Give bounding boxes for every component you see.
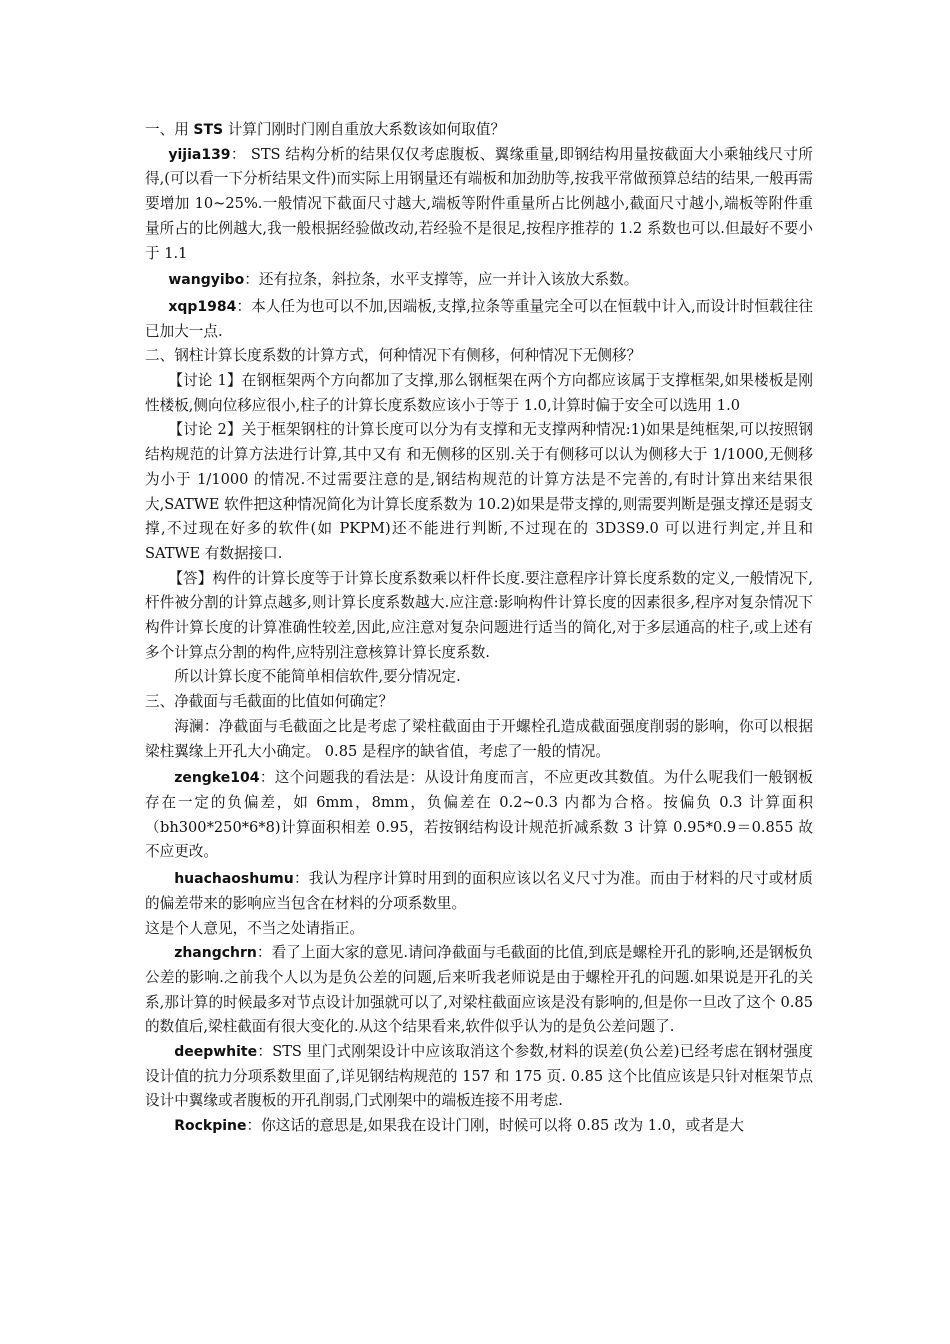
reply-text: ：看了上面大家的意见.请问净截面与毛截面的比值,到底是螺栓开孔的影响,还是钢板负公差的影响.之前我个人以为是负公差的问题,后来听我老师说是由于螺栓开孔的问题.如果说是开孔的关系,那计算的时候最多对节点设计加强就可以了,对梁柱截面应该是没有影响的,但是你一旦改了这个 0.85 的数值后,梁柱截面有很大变化的.从这个结果看来,软件似乎认为的是负公差问题了.: [145, 944, 813, 1036]
q3-reply-huachaoshumu-note: 这是个人意见，不当之处请指正。: [145, 919, 364, 937]
q3-reply-hailan: 海澜：净截面与毛截面之比是考虑了梁柱截面由于开螺栓孔造成截面强度削弱的影响，你可以根据梁柱翼缘上开孔大小确定。 0.85 是程序的缺省值，考虑了一般的情况。: [145, 717, 813, 760]
q1-reply-yijia139: [145, 143, 813, 267]
q1-heading-prefix: 一、用: [145, 121, 194, 138]
reply-text: ：你这话的意思是,如果我在设计门刚，时候可以将 0.85 改为 1.0，或者是大: [246, 1117, 744, 1135]
separator: ：: [230, 145, 251, 163]
q2-discussion-1: 【讨论 1】在钢框架两个方向都加了支撑,那么钢框架在两个方向都应该属于支撑框架,如果楼板是刚性楼板,侧向位移应很小,柱子的计算长度系数应该小于等于 1.0,计算时偏于安全可以选用 1.0: [145, 372, 813, 414]
username: wangyibo: [168, 272, 245, 289]
reply-text: ：我认为程序计算时用到的面积应该以名义尺寸为准。而由于材料的尺寸或材质的偏差带来的影响应当包含在材料的分项系数里。: [145, 870, 813, 912]
q2-discussion-2: 【讨论 2】关于框架钢柱的计算长度可以分为有支撑和无支撑两种情况:1)如果是纯框架,可以按照钢结构规范的计算方法进行计算,其中又有 和无侧移的区别.关于有侧移可以认为侧移大于 1/1000,无侧移为小于 1/1000 的情况.不过需要注意的是,钢结构规范的计算方法是不完善的,有时计算出来结果很大,SATWE 软件把这种情况简化为计算长度系数为 10.2)如果是带支撑的,则需要判断是强支撑还是弱支撑,不过现在好多的软件(如 PKPM)还不能进行判断,不过现在的 3D3S9.0 可以进行判定,并且和 SATWE 有数据接口.: [145, 421, 813, 562]
reply-text: ：STS 里门式刚架设计中应该取消这个参数,材料的误差(负公差)已经考虑在钢材强度设计值的抗力分项系数里面了,详见钢结构规范的 157 和 175 页. 0.85 这个比值应该是只针对框架节点设计中翼缘或者腹板的开孔削弱,门式刚架中的端板连接不用考虑.: [145, 1043, 813, 1110]
username: xqp1984: [168, 298, 237, 315]
q2-heading: 二、钢柱计算长度系数的计算方式，何种情况下有侧移，何种情况下无侧移？: [145, 347, 642, 365]
q3-reply-deepwhite: [145, 1040, 813, 1114]
reply-text: ：这个问题我的看法是：从设计角度而言，不应更改其数值。为什么呢我们一般钢板存在一定的负偏差，如 6mm，8mm，负偏差在 0.2~0.3 内都为合格。按偏负 0.3 计算面积（bh300*250*6*8)计算面积相差 0.95，若按钢结构设计规范折减系数 3 计算 0.95*0.9＝0.855 故不应更改。: [145, 769, 813, 861]
q3-reply-rockpine: [145, 1114, 813, 1139]
username: zhangchrn: [174, 945, 257, 962]
reply-text: STS 结构分析的结果仅仅考虑腹板、翼缘重量,即钢结构用量按截面大小乘轴线尺寸所得,(可以看一下分析结果文件)而实际上用钢量还有端板和加劲肋等,按我平常做预算总结的结果,一般再需要增加 10~25%.一般情况下截面尺寸越大,端板等附件重量所占比例越小,截面尺寸越小,端板等附件重量所占的比例越大,我一般根据经验做改动,若经验不是很足,按程序推荐的 1.2 系数也可以.但最好不要小于 1.1: [145, 145, 813, 262]
q3-reply-zengke104: [145, 766, 813, 865]
q1-heading-sts: STS: [193, 122, 224, 138]
q1-reply-wangyibo: [145, 268, 813, 293]
reply-text: ：本人任为也可以不加,因端板,支撑,拉条等重量完全可以在恒载中计入,而设计时恒载往往已加大一点.: [145, 297, 813, 340]
q1-heading: [145, 118, 813, 143]
username: Rockpine: [174, 1118, 247, 1135]
reply-text: ：还有拉条，斜拉条，水平支撑等，应一并计入该放大系数。: [244, 271, 639, 289]
q3-heading: 三、净截面与毛截面的比值如何确定？: [145, 693, 394, 711]
q3-reply-zhangchrn: [145, 941, 813, 1040]
username: huachaoshumu: [174, 871, 294, 888]
username: zengke104: [174, 770, 260, 787]
q2-conclusion: 所以计算长度不能简单相信软件,要分情况定.: [174, 668, 461, 686]
username: yijia139: [168, 146, 231, 163]
q3-reply-huachaoshumu: [145, 867, 813, 916]
q1-heading-rest: 计算门刚时门刚自重放大系数该如何取值？: [223, 121, 506, 138]
q2-answer: 【答】构件的计算长度等于计算长度系数乘以杆件长度.要注意程序计算长度系数的定义,一般情况下,杆件被分割的计算点越多,则计算长度系数越大.应注意:影响构件计算长度的因素很多,程序对复杂情况下构件计算长度的计算准确性较差,因此,应注意对复杂问题进行适当的简化,对于多层通高的柱子,或上述有多个计算点分割的构件,应特别注意核算计算长度系数.: [145, 569, 813, 661]
username: deepwhite: [174, 1044, 258, 1061]
q1-reply-xqp1984: [145, 295, 813, 344]
document-page: [145, 118, 813, 1139]
